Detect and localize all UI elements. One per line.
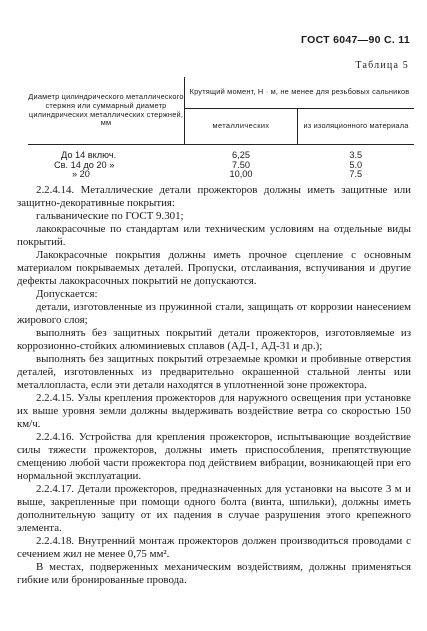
col-header-torque: Крутящий момент, Н · м, не менее для резьбовых сальников [185,77,415,108]
paragraph: Допускается: [36,288,98,300]
row-metal-value: 6,25 [232,150,250,160]
paragraph: 2.2.4.16. Устройства для крепления прожекторов, испытывающие воздействие силы тяжести прожекторов, должны иметь приспособления, препятствующие смещению любой части прожектора под действием вибрации, возникающей при его нормальной эксплуатации. [17,431,411,482]
col-header-insulating: из изоляционного материала [298,108,415,144]
paragraph: детали, изготовленные из пружинной стали, защищать от коррозии нанесением жирового слоя; [17,301,411,326]
row-insul-value: 5.0 [349,159,363,170]
col-header-diameter: Диаметр цилиндрического металлического стержня или суммарный диаметр цилиндрических металлических стержней, мм [28,77,185,145]
page-header: ГОСТ 6047—90 С. 11 [300,34,410,46]
paragraph: 2.2.4.18. Внутренний монтаж прожекторов должен производиться проводами с сечением жил не менее 0,75 мм². [17,535,411,560]
table-title: Таблица 5 [355,60,409,71]
paragraph: выполнять без защитных покрытий детали прожекторов, изготовляемые из коррозионно-стойких алюминиевых сплавов (АД-1, АД-31 и др.); [17,327,411,352]
paragraph: 2.2.4.17. Детали прожекторов, предназначенных для установки на высоте 3 м и выше, закрепленные при помощи одного болта (винта, шпильки), должны иметь дополнительную защиту от их падения в случае разрушения этого крепежного элемента. [17,483,411,534]
table-row [28,170,414,180]
row-range: » 20 [72,169,90,180]
col-header-metal: металлических [185,108,298,144]
row-range: До 14 включ. [61,150,117,160]
paragraph: Лакокрасочные покрытия должны иметь прочное сцепление с основным материалом покрываемых деталей. Пропуски, отслаивания, вспучивания и другие дефекты лакокрасочных покрытий не допускаются. [17,249,411,287]
paragraph: 2.2.4.14. Металлические детали прожекторов должны иметь защитные или защитно-декоративные покрытия: [17,184,411,209]
row-metal-value: 7.50 [232,159,250,170]
paragraph: выполнять без защитных покрытий отрезаемые кромки и пробивные отверстия деталей, изготовленных из предварительно окрашенной стальной ленты или металлопласта, если эти детали находятся в уплотненной зоне прожектора. [17,353,411,391]
body-text [17,184,411,587]
paragraph: лакокрасочные по стандартам или техническим условиям на отдельные виды покрытий. [17,223,411,248]
row-range: Св. 14 до 20 » [54,159,115,170]
row-insul-value: 3.5 [349,150,363,160]
paragraph: 2.2.4.15. Узлы крепления прожекторов для наружного освещения при установке их выше уровня земли должны выдерживать воздействие ветра со скоростью 150 км/ч. [17,392,411,430]
table-row [28,145,414,161]
paragraph: В местах, подверженных механическим воздействиям, должны применяться гибкие или бронированные провода. [17,561,411,586]
row-insul-value: 7.5 [349,169,363,180]
torque-table [28,77,414,180]
row-metal-value: 10,00 [229,169,253,180]
paragraph: гальванические по ГОСТ 9.301; [36,210,184,222]
